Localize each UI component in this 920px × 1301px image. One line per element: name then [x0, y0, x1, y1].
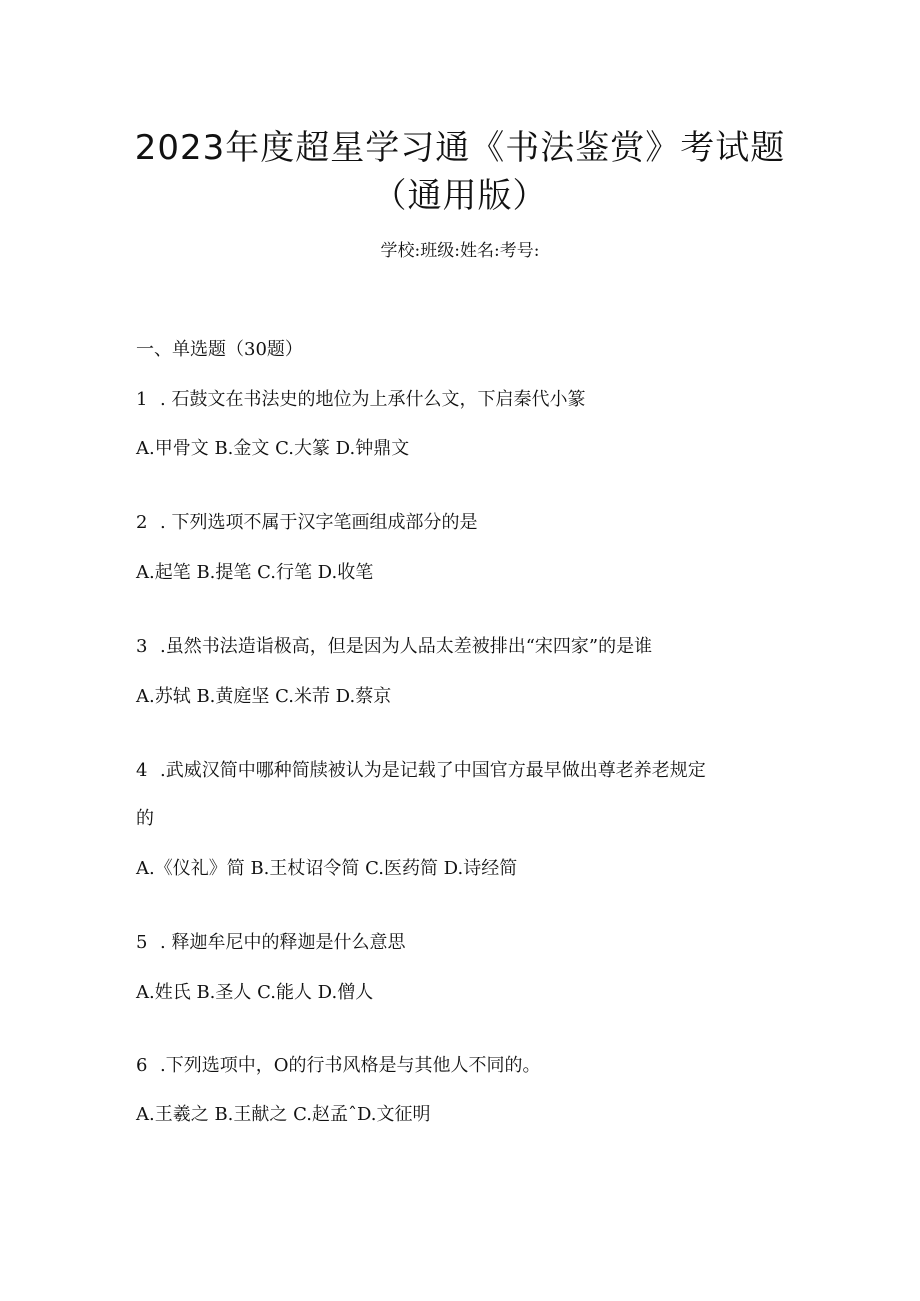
document-title-line-1: 2023年度超星学习通《书法鉴赏》考试题	[134, 128, 786, 168]
question-text: . 释迦牟尼中的释迦是什么意思	[160, 932, 406, 953]
question-1-options: A.甲骨文 B.金文 C.大篆 D.钟鼎文	[136, 438, 410, 459]
question-number: 3	[136, 636, 148, 657]
question-2-options: A.起笔 B.提笔 C.行笔 D.收笔	[136, 562, 374, 583]
question-text: . 下列选项不属于汉字笔画组成部分的是	[160, 512, 478, 533]
question-1	[136, 387, 585, 413]
question-3-options: A.苏轼 B.黄庭坚 C.米芾 D.蔡京	[136, 686, 392, 707]
section-heading: 一、单选题（30题）	[136, 339, 303, 360]
question-4	[136, 758, 706, 784]
question-number: 1	[136, 389, 148, 410]
student-info-line: 学校:班级:姓名:考号:	[380, 241, 540, 261]
question-2	[136, 510, 477, 536]
question-text: . 石鼓文在书法史的地位为上承什么文，下启秦代小篆	[160, 389, 586, 410]
question-text: .武威汉简中哪种简牍被认为是记载了中国官方最早做出尊老养老规定	[160, 760, 706, 781]
question-number: 5	[136, 932, 148, 953]
question-number: 2	[136, 512, 148, 533]
question-3	[136, 634, 652, 660]
question-4-continuation: 的	[136, 808, 154, 829]
question-5-options: A.姓氏 B.圣人 C.能人 D.僧人	[136, 982, 374, 1003]
question-4-options: A.《仪礼》简 B.王杖诏令简 C.医药简 D.诗经简	[136, 858, 518, 879]
question-6-options: A.王羲之 B.王献之 C.赵孟ˆD.文征明	[136, 1104, 431, 1125]
question-text: .下列选项中，O的行书风格是与其他人不同的。	[160, 1055, 541, 1076]
document-title-line-2: （通用版）	[372, 176, 548, 216]
question-number: 6	[136, 1055, 148, 1076]
question-number: 4	[136, 760, 148, 781]
question-6	[136, 1053, 540, 1079]
question-text: .虽然书法造诣极高，但是因为人品太差被排出“宋四家”的是谁	[160, 636, 653, 657]
question-5	[136, 930, 405, 956]
